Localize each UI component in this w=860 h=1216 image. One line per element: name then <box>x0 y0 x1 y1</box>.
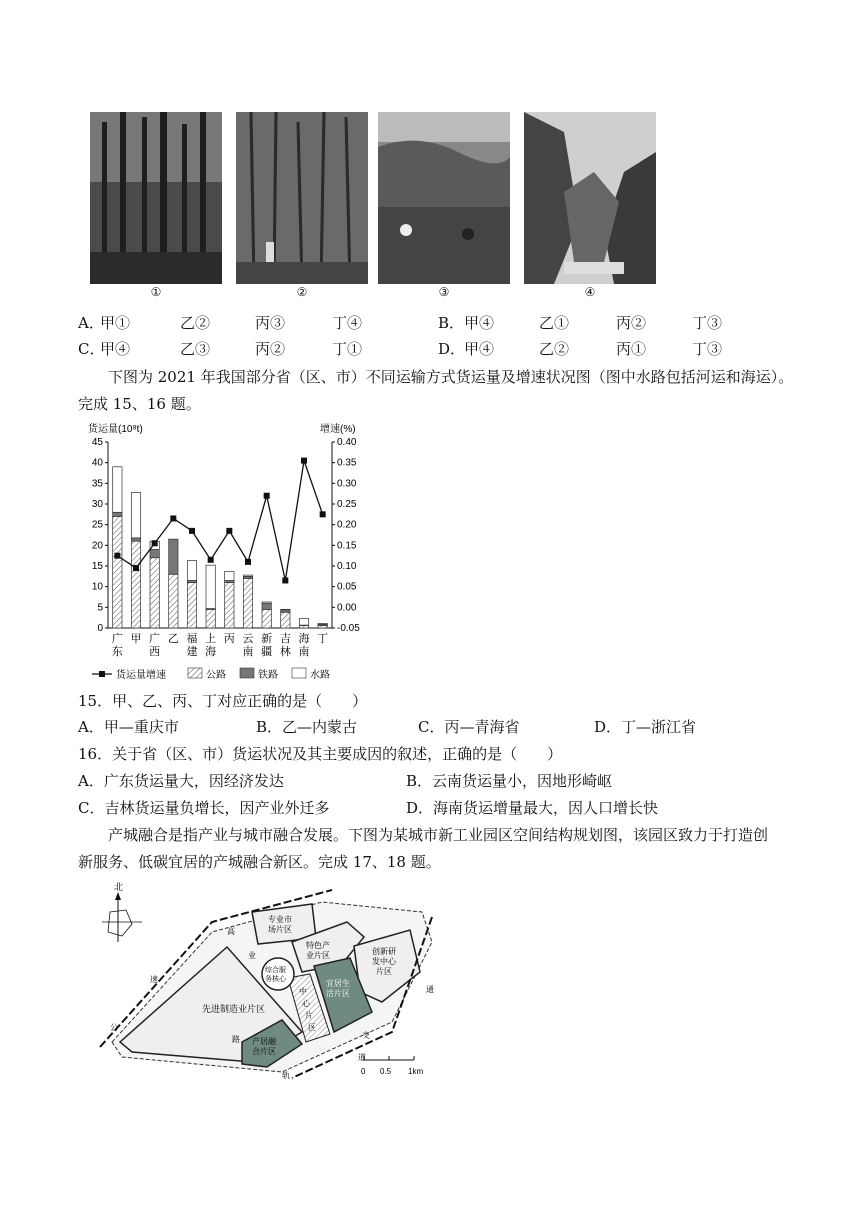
growth-point <box>264 493 270 499</box>
label-innovation: 片区 <box>376 967 392 976</box>
option-c[interactable]: C． <box>78 340 105 358</box>
bar-road <box>187 583 196 628</box>
chart-bars <box>113 467 328 628</box>
option-c-item: 甲④ <box>100 340 131 358</box>
right-tick-label: 0.15 <box>337 540 357 552</box>
legend-rail: 铁路 <box>258 670 278 681</box>
growth-point <box>133 565 139 571</box>
growth-point <box>208 557 214 563</box>
option-c-item: 乙③ <box>180 340 211 358</box>
left-tick-label: 35 <box>91 478 103 490</box>
option-c-item: 丁① <box>332 340 363 358</box>
option-a-item: 丁④ <box>332 314 363 332</box>
option-a[interactable]: A． <box>78 314 104 332</box>
right-tick-label: -0.05 <box>337 623 360 634</box>
right-tick-label: 0.40 <box>337 437 357 448</box>
growth-point <box>226 528 232 534</box>
intro-15-16 <box>78 364 794 418</box>
scale-end: 1km <box>408 1067 424 1076</box>
option-b[interactable]: B． <box>438 314 465 332</box>
left-tick-label: 0 <box>97 623 103 634</box>
left-tick-label: 20 <box>91 540 103 552</box>
growth-point <box>114 553 120 559</box>
growth-point <box>170 515 176 521</box>
label-feature: 业片区 <box>306 951 330 960</box>
q15-option-c[interactable]: C．丙—青海省 <box>418 718 520 736</box>
q16-options-row-1 <box>78 770 798 792</box>
tea-field-image <box>378 112 510 284</box>
category-label: 疆 <box>261 646 273 658</box>
right-tick-label: 0.35 <box>337 457 357 469</box>
label-feature: 特色产 <box>306 941 330 950</box>
legend-growth: 货运量增速 <box>116 670 166 681</box>
category-label: 西 <box>149 646 161 658</box>
category-label: 甲 <box>130 633 142 645</box>
left-tick-label: 10 <box>91 581 103 593</box>
category-label: 福 <box>186 633 198 645</box>
label-central: 中 <box>299 987 307 996</box>
road-label: 通 <box>426 985 434 994</box>
q15-options <box>78 716 798 738</box>
label-living: 宜居生 <box>326 979 350 988</box>
category-label: 海 <box>205 646 217 658</box>
forest-image <box>90 112 222 284</box>
right-tick-label: 0.30 <box>337 478 357 490</box>
category-label: 海 <box>298 633 310 645</box>
label-service: 务核心 <box>265 976 286 983</box>
road-label: 轨 <box>282 1071 290 1080</box>
label-manufacturing: 先进制造业片区 <box>202 1004 266 1014</box>
q16-option-d[interactable]: D．海南货运增量最大，因人口增长快 <box>406 799 659 817</box>
option-d-item: 乙② <box>539 340 570 358</box>
category-label: 云 <box>242 633 254 645</box>
bar-road <box>113 516 122 628</box>
left-tick-label: 40 <box>91 457 103 469</box>
q14-options-row-2 <box>78 338 798 360</box>
growth-line <box>117 461 322 581</box>
category-label: 丁 <box>317 633 329 645</box>
q16-option-a[interactable]: A．广东货运量大，因经济发达 <box>78 772 284 790</box>
q16-stem: 16．关于省（区、市）货运状况及其主要成因的叙述，正确的是（ ） <box>78 745 563 763</box>
left-tick-label: 15 <box>91 561 103 572</box>
bar-road <box>281 612 290 628</box>
label-living: 活片区 <box>326 989 350 998</box>
intro-line: 新服务、低碳宜居的产城融合新区。完成 17、18 题。 <box>78 853 441 871</box>
bar-road <box>262 609 271 628</box>
category-label: 东 <box>111 646 123 658</box>
bar-rail <box>281 610 290 612</box>
bar-road <box>131 541 140 628</box>
road-label: 高 <box>227 927 235 936</box>
bar-road <box>243 578 252 628</box>
chart-growth-line <box>114 458 325 584</box>
right-tick-label: 0.20 <box>337 519 357 531</box>
option-b-item: 丁③ <box>692 314 723 332</box>
growth-point <box>189 528 195 534</box>
right-tick-label: 0.10 <box>337 561 357 572</box>
bar-water <box>318 623 327 624</box>
label-market: 场片区 <box>268 925 292 934</box>
option-d-item: 丙① <box>616 340 647 358</box>
north-label: 北 <box>114 882 124 892</box>
q15-option-a[interactable]: A．甲—重庆市 <box>78 718 179 736</box>
left-tick-label: 25 <box>91 519 103 531</box>
option-d-item: 甲④ <box>464 340 495 358</box>
category-label: 林 <box>279 646 291 658</box>
photo-label-3: ③ <box>438 285 450 299</box>
option-a-item: 乙② <box>180 314 211 332</box>
road-label: 公 <box>110 1023 118 1032</box>
category-label: 南 <box>242 646 254 658</box>
intro-line: 完成 15、16 题。 <box>78 395 201 413</box>
bar-water <box>262 602 271 603</box>
option-b-item: 甲④ <box>464 314 495 332</box>
bar-rail <box>262 603 271 609</box>
right-tick-label: 0.25 <box>337 499 357 510</box>
category-label: 吉 <box>279 633 291 645</box>
bar-rail <box>113 512 122 516</box>
q15-stem: 15．甲、乙、丙、丁对应正确的是（ ） <box>78 692 368 710</box>
bar-water <box>131 492 140 537</box>
option-c-item: 丙② <box>255 340 286 358</box>
q16-option-b[interactable]: B．云南货运量小，因地形崎岖 <box>406 772 613 790</box>
bar-water <box>206 565 215 608</box>
road-label: 交 <box>362 1031 370 1040</box>
q14-options-row-1 <box>78 312 798 334</box>
category-label: 上 <box>205 633 217 645</box>
category-label: 乙 <box>167 633 179 645</box>
q15-option-d[interactable]: D．丁—浙江省 <box>594 718 697 736</box>
category-label: 新 <box>261 633 273 645</box>
label-central: 区 <box>308 1023 316 1032</box>
growth-point <box>320 511 326 517</box>
right-tick-label: 0.05 <box>337 581 357 593</box>
bar-rail <box>150 549 159 557</box>
q15-option-b[interactable]: B．乙—内蒙古 <box>256 718 358 736</box>
label-fusion: 合片区 <box>252 1047 276 1056</box>
category-label: 南 <box>298 646 310 658</box>
bar-water <box>243 575 252 576</box>
bar-road <box>169 574 178 628</box>
label-central: 心 <box>302 999 310 1008</box>
bar-road <box>225 583 234 628</box>
growth-point <box>152 540 158 546</box>
bar-rail <box>169 539 178 574</box>
bar-road <box>150 558 159 628</box>
intro-line: 产城融合是指产业与城市融合发展。下图为某城市新工业园区空间结构规划图，该园区致力于打造创 <box>108 826 769 844</box>
bar-water <box>187 561 196 581</box>
q16-option-c[interactable]: C．吉林货运量负增长，因产业外迁多 <box>78 799 330 817</box>
photo-1-forest <box>90 112 222 284</box>
bar-water <box>113 467 122 512</box>
photo-label-4: ④ <box>584 285 596 299</box>
bar-water <box>225 571 234 580</box>
category-label: 广 <box>149 633 161 645</box>
category-label: 建 <box>186 646 198 658</box>
option-d-item: 丁③ <box>692 340 723 358</box>
right-axis-label: 增速(%) <box>320 424 356 435</box>
left-tick-label: 30 <box>91 499 103 510</box>
road-label: 道 <box>358 1053 366 1062</box>
left-tick-label: 5 <box>97 602 103 614</box>
zone-service-core <box>262 958 294 990</box>
legend-water: 水路 <box>310 670 330 681</box>
bar-road <box>206 609 215 628</box>
chart-legend <box>92 668 330 681</box>
category-label: 丙 <box>223 633 235 645</box>
option-b-item: 丙② <box>616 314 647 332</box>
photo-4-valley <box>524 112 656 284</box>
scale-bar <box>361 1056 423 1076</box>
photo-label-2: ② <box>296 285 308 299</box>
bar-road <box>299 626 308 628</box>
bar-rail <box>131 538 140 541</box>
option-b-item: 乙① <box>539 314 570 332</box>
scale-mid: 0.5 <box>380 1067 392 1076</box>
valley-image <box>524 112 656 284</box>
q16-options-row-2 <box>78 797 798 819</box>
label-central: 片 <box>305 1011 313 1020</box>
label-fusion: 产居融 <box>252 1037 276 1046</box>
woods-image <box>236 112 368 284</box>
growth-point <box>282 577 288 583</box>
scale-zero: 0 <box>361 1067 366 1076</box>
option-d[interactable]: D． <box>438 340 466 358</box>
bar-road <box>318 626 327 628</box>
growth-point <box>301 458 307 464</box>
chart-labels <box>112 631 328 658</box>
bar-water <box>299 618 308 625</box>
intro-17-18 <box>78 822 788 876</box>
industrial-park-map <box>92 882 442 1082</box>
left-axis-label: 货运量(10⁸t) <box>88 424 143 435</box>
legend-road: 公路 <box>206 670 226 681</box>
intro-line: 下图为 2021 年我国部分省（区、市）不同运输方式货运量及增速状况图（图中水路包括河运和海运）。 <box>108 368 794 386</box>
left-tick-label: 45 <box>91 437 103 448</box>
label-market: 专业市 <box>268 915 292 924</box>
photo-3-tea-field <box>378 112 510 284</box>
photo-label-1: ① <box>150 285 162 299</box>
north-arrow-icon <box>102 882 142 942</box>
photo-2-woods <box>236 112 368 284</box>
right-tick-label: 0.00 <box>337 602 357 614</box>
category-label: 广 <box>111 633 123 645</box>
label-innovation: 创新研 <box>372 947 396 956</box>
option-a-item: 丙③ <box>255 314 286 332</box>
label-innovation: 发中心 <box>372 957 396 966</box>
freight-chart <box>80 420 380 685</box>
road-label: 业 <box>248 951 256 960</box>
road-label: 速 <box>150 975 158 984</box>
option-a-item: 甲① <box>100 314 131 332</box>
road-label: 路 <box>232 1035 240 1044</box>
label-service: 综合服 <box>265 967 286 974</box>
growth-point <box>245 559 251 565</box>
